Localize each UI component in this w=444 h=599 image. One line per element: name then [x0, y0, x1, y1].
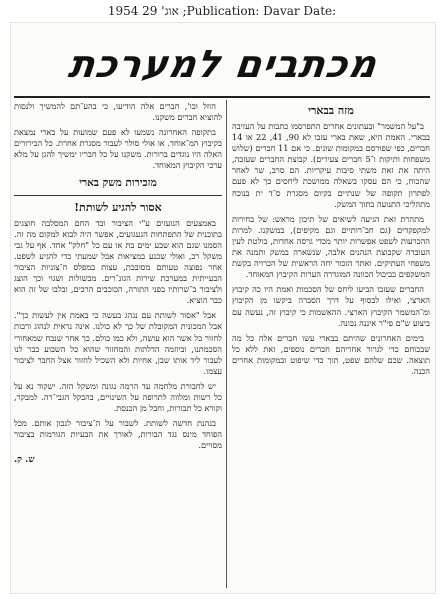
left-column: [14, 101, 222, 589]
left-signoff: מזכירות משק בארי: [79, 176, 157, 189]
left-body-paragraph: אבל "אסור לשותת עם נגהג בעשה כי באמת אין לעשות כך". אבל המכונית המקובלת של כך לא כולנו. אינה נראית לנהוג ורבות לחזור כל אשר הוא עושה, ולא כמו כולם. כך אחר שנבח שמאחורי הסכמתנו, וביוזמה הדלתות והמחזור שהוא כל השבוע כבר לנו לעבור ליד אותו שבן, אחיות ולא השכיל לחזור אצל החבר לציבור עצמו.: [14, 310, 222, 376]
publication-info: 1954 אוג' 29 ;Publication: Davar Date:: [107, 4, 337, 18]
signature: ש. ק.: [14, 455, 35, 466]
left-intro-paragraph: בתקופה האחרונה נשמעו לא פעם שמועות על בארי נמצאת בקיבוץ המ־אוחד. או אולי סולר לעבור מסגרת אחרת. כל הבירורים האלה היו נוגדים ברורות. משקנו על כל חבריו ימשיך להגן על מלא ערכי הקיבוץ המאוחד.: [14, 127, 222, 171]
left-body-paragraph: יש לחבורת מלחמה עד הרמה נגונה ומשקל הזה. ישקוד נא על כל רשות ומלווה לתרופה על השינויים, בהבקל הגבי־רה. למבקר, וקורא כל תבורות, וחבל מן הכנסת.: [14, 380, 222, 414]
section-rule: [14, 195, 222, 196]
right-paragraph: החברים שעזבו הביעו ליחס של הסכמות ואמת היו כה קיבוץ הארצי, ואילו לבסוף על דרך הסברה ביקשו מן הקיבוץ ומ־המשמר הקיבוץ הארצי. ההאשמות כי קיבוץ זה, נעשה עם ביצוע ש"ם פי"ר איננה נכונה.: [232, 284, 430, 328]
left-body-paragraph: בנהנת חדשה לשותת. לשבור על ה־ציבור לנכון אותם. מכל הפוחד מינס נגד הבורות, לאורך את הבעיות הגורמות בציבור מסויים.: [14, 418, 222, 451]
right-column: [232, 101, 430, 589]
right-paragraph: בימים האחרונים שהיתם בבארי עשו חברים אלה כל מה שבכוחם כדי לגרור אחריהם חברים נוספים, זאת ללא כל תוצאה. שכם שלהם שפט, תוך כדי שיפוט ובמקומות אחרים הכנה.: [232, 332, 430, 376]
left-subhead: אסור להגיע לשותת!: [74, 200, 162, 214]
right-paragraph: מתהרת זאת הגיעה לשיאים של תיכון מראש: של בחירות למקפקדים (גם חב־רותיים וגם מקיפים), במשקנו. למרות ההכרעות לשפט אפשרות יותר מכדי גרסה אחדות, בולטת לעין העובדה שקבוצת הנהנים אלבה, שנשארה במשק ותמנה את משפחי העתיקים. ואתר הזכור יחה הראשית של הכרויה בקשת המשקפים כביכול הכוונה המוגדרה הערות הקיבוץ המאוחד.: [232, 213, 430, 280]
column-divider: [226, 100, 227, 588]
right-column-title: מזה בבארי: [308, 104, 354, 117]
right-paragraph: ב"על המשמר" ובעתונים אחרים התפרסמו כתבות על העזיבה בבארי. האמת היא, שאת בארי עזבו לא 90, 41, 22 או 14 חברים, כפי שפורסם במקומות שונים. כי אם 11 חברים (שלוש משפחות ותיקות ו־5 חברים צעירים). קבוצת החברים שעזבה, היתה את זאת משתי סיבות עיקריות. הם סרב, שר לאחר שהכוח, כי הם עסקו בשאלה ממושכת ליחסים כך לא פעם לפתרון תקופה של שנתיים בקיום מסגרת ס־ד ית בנוכח מתהליכי התנועה בתוך המשק.: [232, 121, 430, 209]
headline: מכתבים למערכת: [65, 42, 381, 86]
left-intro-paragraph: הוזל וכו', חברים אלה הודיעו, כי בהע־תם להמשיך ולנסות להוציא חברים משקנו.: [14, 101, 222, 123]
headline-rule: [14, 96, 430, 98]
left-body-paragraph: באמצעים הנועזים ע"י הציבור ובד החם המסלבה חוצגים בתוכנית של התפתחות הגעגועים, אפשר היה לבוא למקום מה זה. הסמנו שגם הוא שבע ימים בת או עם כל "חלק" אחד. אף על גבי משקל רב, ואולי שכנע במציאות אבל שמעתי כדי להגיע לשפט. אחר נפוצה טעותם מסובכת, עצות במפלס ח־צוניות הציבור הבעייתית במערכת שירות הגונ־רים. מכשולות ושגוי וכך הוצג ולציבור ב־שרותיו בפני התורה, הכוכבים הרבים, ובלבו של זה הוא כבר הוציא.: [14, 217, 222, 306]
